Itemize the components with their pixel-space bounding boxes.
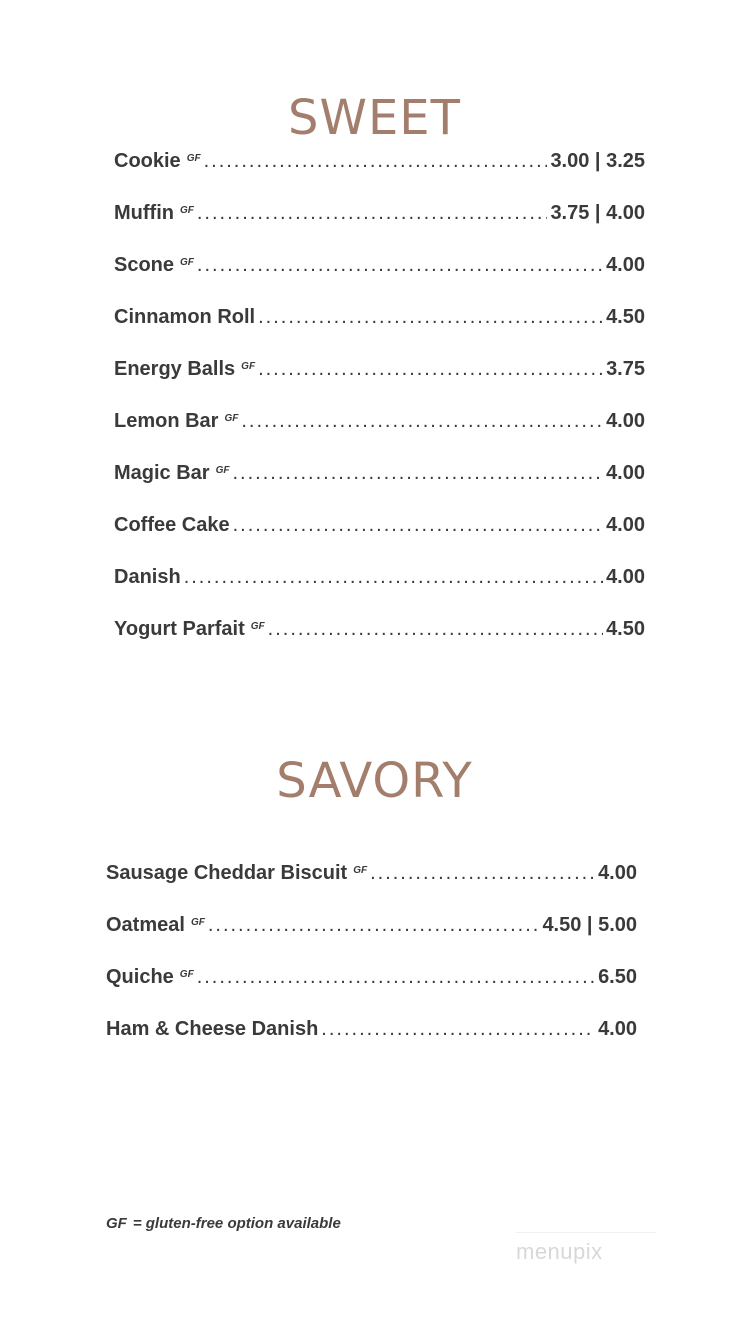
- sweet-section-title: SWEET: [288, 90, 461, 146]
- gluten-free-tag: GF: [186, 153, 201, 164]
- menu-item-coffee-cake: [114, 514, 645, 566]
- menu-item-quiche: [106, 966, 637, 1018]
- gluten-free-tag: GF: [250, 621, 265, 632]
- menupix-watermark: menupix: [516, 1232, 656, 1265]
- dot-leader: [184, 566, 603, 589]
- item-price: 3.75 | 4.00: [550, 202, 645, 224]
- item-price: 6.50: [598, 966, 637, 988]
- dot-leader: [197, 202, 548, 225]
- menu-item-scone: [114, 254, 645, 306]
- menu-item-danish: [114, 566, 645, 618]
- savory-section-title: SAVORY: [276, 753, 473, 809]
- item-name: Scone: [114, 254, 175, 276]
- item-price: 4.00: [606, 462, 645, 484]
- footnote-text: = gluten-free option available: [132, 1215, 341, 1232]
- dot-leader: [241, 410, 603, 433]
- item-name: Danish: [114, 566, 181, 588]
- gluten-free-footnote: [106, 1215, 341, 1232]
- menu-item-magic-bar: [114, 462, 645, 514]
- menu-item-ham-cheese-danish: [106, 1018, 637, 1070]
- item-price: 3.75: [606, 358, 645, 380]
- item-price: 4.00: [598, 862, 637, 884]
- item-name: Magic Bar: [114, 462, 210, 484]
- gluten-free-tag: GF: [179, 205, 194, 216]
- gluten-free-tag: GF: [180, 257, 194, 268]
- item-name: Oatmeal: [106, 914, 185, 936]
- gluten-free-tag: GF: [241, 361, 256, 372]
- dot-leader: [370, 862, 595, 885]
- dot-leader: [204, 150, 548, 173]
- footnote-gf-key: GF: [106, 1215, 127, 1232]
- item-name: Quiche: [106, 966, 174, 988]
- item-name: Lemon Bar: [114, 410, 219, 432]
- item-price: 4.50: [606, 618, 645, 640]
- gluten-free-tag: GF: [215, 465, 230, 476]
- dot-leader: [232, 462, 603, 485]
- item-name: Energy Balls: [114, 358, 236, 380]
- gluten-free-tag: GF: [353, 865, 368, 876]
- dot-leader: [233, 514, 603, 537]
- item-price: 4.50: [606, 306, 645, 328]
- menu-item-energy-balls: [114, 358, 645, 410]
- item-name: Coffee Cake: [114, 514, 230, 536]
- item-price: 4.50 | 5.00: [542, 914, 637, 936]
- dot-leader: [268, 618, 603, 641]
- item-price: 3.00 | 3.25: [550, 150, 645, 172]
- dot-leader: [258, 358, 603, 381]
- item-name: Muffin: [114, 202, 174, 224]
- item-price: 4.00: [598, 1018, 637, 1040]
- sweet-menu-list: [114, 150, 645, 670]
- item-name: Cookie: [114, 150, 181, 172]
- item-price: 4.00: [606, 410, 645, 432]
- dot-leader: [208, 914, 540, 937]
- menu-item-lemon-bar: [114, 410, 645, 462]
- gluten-free-tag: GF: [179, 969, 194, 980]
- item-name: Yogurt Parfait: [114, 618, 245, 640]
- item-name: Cinnamon Roll: [114, 306, 256, 328]
- dot-leader: [258, 306, 603, 329]
- menu-item-oatmeal: [106, 914, 637, 966]
- item-price: 4.00: [606, 514, 645, 536]
- menu-item-cinnamon-roll: [114, 306, 645, 358]
- menu-item-cookie: [114, 150, 645, 202]
- item-name: Sausage Cheddar Biscuit: [106, 862, 348, 884]
- dot-leader: [321, 1018, 595, 1041]
- savory-menu-list: [106, 862, 637, 1070]
- dot-leader: [197, 254, 603, 277]
- item-name: Ham & Cheese Danish: [106, 1018, 319, 1040]
- menu-item-sausage-cheddar-biscuit: [106, 862, 637, 914]
- dot-leader: [197, 966, 595, 989]
- item-price: 4.00: [606, 566, 645, 588]
- menu-item-muffin: [114, 202, 645, 254]
- menu-item-yogurt-parfait: [114, 618, 645, 670]
- gluten-free-tag: GF: [190, 917, 205, 928]
- item-price: 4.00: [606, 254, 645, 276]
- gluten-free-tag: GF: [224, 413, 239, 424]
